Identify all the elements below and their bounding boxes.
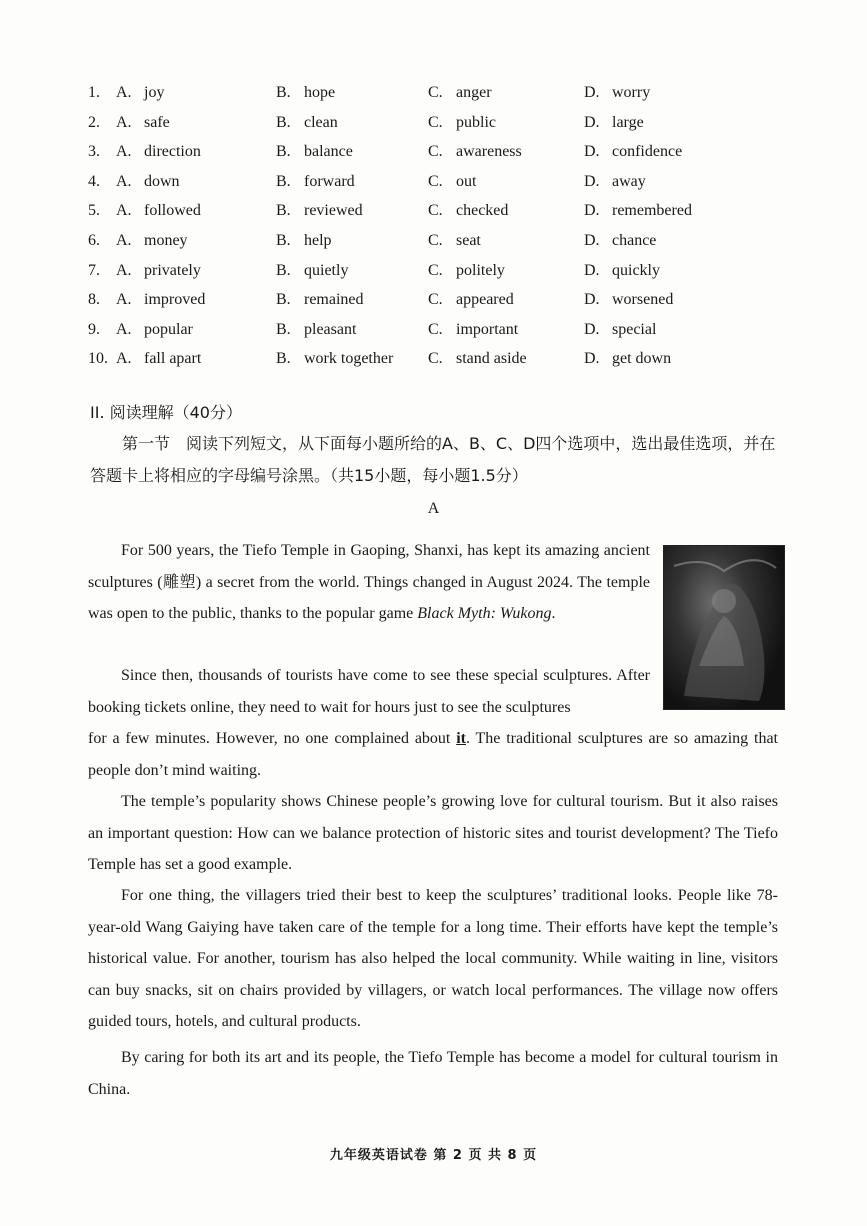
passage-label: A [427, 500, 440, 517]
option-text: forward [304, 172, 355, 190]
option-text: seat [456, 231, 481, 249]
option-letter: B. [276, 113, 291, 131]
option-letter: C. [428, 84, 443, 101]
passage-paragraph-2-continued [88, 723, 778, 786]
option-text: away [612, 172, 646, 190]
option-a [116, 114, 170, 132]
option-text: pleasant [304, 320, 357, 338]
question-number: 4. [88, 172, 100, 190]
option-text: money [144, 231, 188, 249]
option-letter: A. [116, 350, 132, 368]
option-d [584, 84, 650, 102]
p2b-text: for a few minutes. However, no one complained about [88, 730, 457, 747]
option-letter: C. [428, 202, 443, 220]
option-text: worsened [612, 291, 674, 309]
option-letter: D. [584, 143, 600, 161]
question-number: 6. [88, 231, 100, 249]
option-d [584, 173, 646, 191]
option-a [116, 291, 205, 309]
option-letter: D. [584, 350, 600, 368]
question-number: 7. [88, 261, 100, 279]
option-letter: C. [428, 231, 443, 249]
option-text: hope [304, 84, 336, 101]
option-text: work together [304, 350, 394, 368]
option-letter: A. [116, 172, 132, 190]
option-c [428, 321, 518, 339]
option-letter: B. [276, 350, 291, 368]
option-b [276, 291, 364, 309]
option-text: awareness [456, 143, 522, 161]
passage-paragraph-3: The temple’s popularity shows Chinese people’s growing love for cultural tourism. But it also raises an important question: How can we balance protection of historic sites and tourist development? The Tiefo Temple has set a good example. [88, 793, 778, 873]
option-a [116, 350, 201, 368]
temple-sculpture-photo [663, 545, 785, 710]
option-d [584, 321, 656, 339]
option-text: joy [144, 84, 165, 101]
game-title: Black Myth: Wukong [417, 605, 552, 622]
option-letter: D. [584, 202, 600, 220]
option-row [88, 232, 808, 262]
section-instruction: 第一节 阅读下列短文，从下面每小题所给的A、B、C、D四个选项中，选出最佳选项，并在答题卡上将相应的字母编号涂黑。（共15小题，每小题1.5分） [90, 434, 776, 485]
option-letter: B. [276, 143, 291, 161]
section-title: II. 阅读理解（40分） [90, 403, 242, 422]
option-a [116, 173, 180, 191]
option-c [428, 84, 492, 102]
question-number: 9. [88, 320, 100, 338]
option-b [276, 114, 338, 132]
option-row [88, 262, 808, 292]
option-text: safe [144, 113, 170, 131]
option-d [584, 350, 671, 368]
option-letter: A. [116, 231, 132, 249]
option-a [116, 321, 193, 339]
option-b [276, 232, 332, 250]
option-letter: D. [584, 172, 600, 190]
option-c [428, 202, 508, 220]
option-letter: C. [428, 261, 443, 279]
question-number: 5. [88, 202, 100, 220]
option-text: checked [456, 202, 509, 220]
option-letter: D. [584, 113, 600, 131]
option-b [276, 350, 393, 368]
option-letter: D. [584, 291, 600, 309]
option-c [428, 262, 505, 280]
option-text: public [456, 113, 496, 131]
option-letter: D. [584, 320, 600, 338]
option-text: fall apart [144, 350, 202, 368]
option-d [584, 232, 656, 250]
option-b [276, 202, 363, 220]
option-text: politely [456, 261, 505, 279]
option-letter: B. [276, 172, 291, 190]
option-letter: A. [116, 113, 132, 131]
p1-end: . [551, 605, 556, 622]
option-letter: C. [428, 172, 443, 190]
option-a [116, 262, 201, 280]
option-text: improved [144, 291, 206, 309]
option-letter: C. [428, 113, 443, 131]
option-text: appeared [456, 291, 514, 309]
option-row [88, 84, 808, 114]
option-letter: A. [116, 320, 132, 338]
option-c [428, 350, 527, 368]
option-d [584, 262, 660, 280]
option-c [428, 173, 476, 191]
option-text: confidence [612, 143, 683, 161]
option-b [276, 321, 356, 339]
option-text: out [456, 172, 477, 190]
option-letter: A. [116, 291, 132, 309]
option-d [584, 291, 673, 309]
option-letter: D. [584, 261, 600, 279]
question-number: 10. [88, 350, 108, 368]
option-d [584, 114, 644, 132]
option-row [88, 114, 808, 144]
option-text: quietly [304, 261, 349, 279]
p2b-end: . The traditional sculptures are so amazing that people don’t mind waiting. [88, 730, 778, 779]
option-letter: C. [428, 291, 443, 309]
option-letter: A. [116, 143, 132, 161]
option-text: anger [456, 84, 492, 101]
option-row [88, 202, 808, 232]
option-letter: C. [428, 350, 443, 368]
question-number: 1. [88, 84, 100, 101]
option-d [584, 143, 682, 161]
option-text: stand aside [456, 350, 527, 368]
option-text: followed [144, 202, 201, 220]
option-c [428, 143, 522, 161]
option-text: popular [144, 320, 193, 338]
option-letter: A. [116, 84, 132, 101]
option-b [276, 143, 353, 161]
option-b [276, 84, 335, 102]
option-text: down [144, 172, 180, 190]
option-c [428, 232, 481, 250]
option-letter: B. [276, 202, 291, 220]
option-text: privately [144, 261, 201, 279]
option-letter: B. [276, 84, 291, 101]
option-text: special [612, 320, 657, 338]
option-letter: C. [428, 143, 443, 161]
option-letter: B. [276, 261, 291, 279]
passage-paragraph-5: By caring for both its art and its people, the Tiefo Temple has become a model for cultural tourism in China. [88, 1049, 778, 1098]
option-text: worry [612, 84, 651, 101]
passage-paragraph-4: For one thing, the villagers tried their best to keep the sculptures’ traditional looks. People like 78-year-old Wang Gaiying have taken care of the temple for a long time. Their efforts have kept the temple’s historical value. For another, tourism has also helped the local community. While waiting in line, visitors can buy snacks, sit on chairs provided by villagers, or watch local performances. The village now offers guided tours, hotels, and cultural products. [88, 887, 778, 1030]
option-d [584, 202, 692, 220]
option-c [428, 114, 496, 132]
option-text: clean [304, 113, 338, 131]
option-row [88, 173, 808, 203]
option-text: chance [612, 231, 657, 249]
option-letter: D. [584, 84, 600, 101]
option-text: important [456, 320, 519, 338]
option-text: large [612, 113, 644, 131]
passage-paragraph-1 [88, 535, 650, 630]
option-letter: B. [276, 231, 291, 249]
option-row [88, 350, 808, 380]
option-b [276, 262, 348, 280]
question-number: 3. [88, 143, 100, 161]
option-letter: A. [116, 261, 132, 279]
option-a [116, 232, 188, 250]
option-text: remained [304, 291, 364, 309]
option-text: get down [612, 350, 672, 368]
option-a [116, 143, 201, 161]
option-letter: B. [276, 320, 291, 338]
option-text: direction [144, 143, 201, 161]
option-letter: A. [116, 202, 132, 220]
question-number: 8. [88, 291, 100, 309]
option-row [88, 291, 808, 321]
option-text: quickly [612, 261, 660, 279]
option-row [88, 321, 808, 351]
option-row [88, 143, 808, 173]
cloze-options-table [88, 84, 808, 380]
option-letter: B. [276, 291, 291, 309]
page-footer: 九年级英语试卷 第 2 页 共 8 页 [329, 1148, 538, 1163]
option-letter: D. [584, 231, 600, 249]
option-letter: C. [428, 320, 443, 338]
option-a [116, 202, 201, 220]
underlined-word: it [456, 730, 466, 747]
option-c [428, 291, 514, 309]
option-b [276, 173, 355, 191]
option-text: reviewed [304, 202, 363, 220]
option-text: help [304, 231, 332, 249]
question-number: 2. [88, 113, 100, 131]
option-text: remembered [612, 202, 692, 220]
passage-paragraph-2: Since then, thousands of tourists have come to see these special sculptures. After booking tickets online, they need to wait for hours just to see the sculptures [88, 667, 650, 716]
option-a [116, 84, 164, 102]
p1-text: For 500 years, the Tiefo Temple in Gaoping, Shanxi, has kept its amazing ancient sculptures (雕塑) a secret from the world. Things changed in August 2024. The temple was open to the public, thanks to the popular game [88, 542, 650, 622]
option-text: balance [304, 143, 353, 161]
